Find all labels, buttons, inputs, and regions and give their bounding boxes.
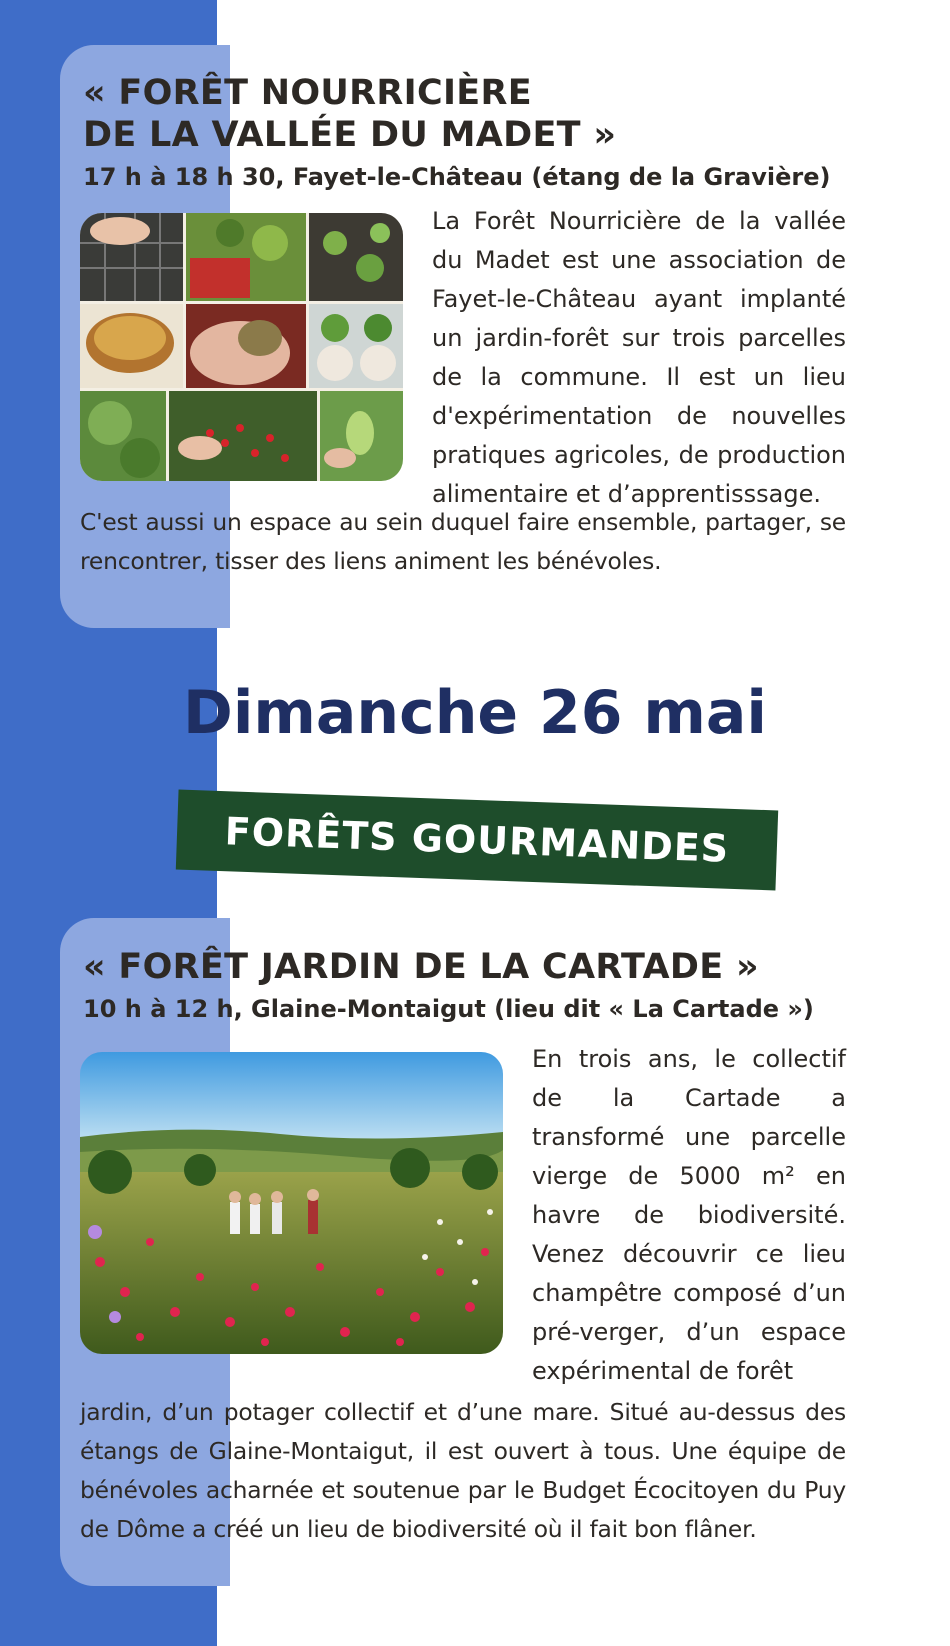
event2-title: « FORÊT JARDIN DE LA CARTADE » — [83, 947, 759, 987]
event2-photo-meadow — [80, 1052, 503, 1354]
event1-description-side: La Forêt Nourricière de la vallée du Madet est une association de Fayet-le-Château ayant implanté un jardin-forêt sur trois parcelles de la commune. Il est un lieu d'expérimentation de nouvelles pratiques agricoles, de production alimentaire et d’apprentisssage. — [432, 207, 846, 508]
section-banner-label: FORÊTS GOURMANDES — [224, 809, 730, 871]
event1-title: « FORÊT NOURRICIÈRE DE LA VALLÉE DU MADET » — [83, 73, 617, 155]
day-heading: Dimanche 26 mai — [183, 678, 767, 748]
event1-description-full: C'est aussi un espace au sein duquel faire ensemble, partager, se rencontrer, tisser des liens animent les bénévoles. — [80, 508, 846, 575]
section-banner — [176, 790, 778, 891]
event2-description-side: En trois ans, le collectif de la Cartade a transformé une parcelle vierge de 5000 m² en havre de biodiversité. Venez découvrir ce lieu champêtre composé d’un pré-verger, d’un espace expérimental de forêt — [532, 1045, 846, 1385]
event1-subtitle: 17 h à 18 h 30, Fayet-le-Château (étang de la Gravière) — [83, 163, 831, 191]
event2-description-full: jardin, d’un potager collectif et d’une mare. Situé au-dessus des étangs de Glaine-Montaigut, il est ouvert à tous. Une équipe de bénévoles acharnée et soutenue par le Budget Écocitoyen du Puy de Dôme a créé un lieu de biodiversité où il fait bon flâner. — [80, 1398, 846, 1543]
event1-photo-collage — [80, 213, 403, 481]
event2-subtitle: 10 h à 12 h, Glaine-Montaigut (lieu dit « La Cartade ») — [83, 995, 814, 1023]
